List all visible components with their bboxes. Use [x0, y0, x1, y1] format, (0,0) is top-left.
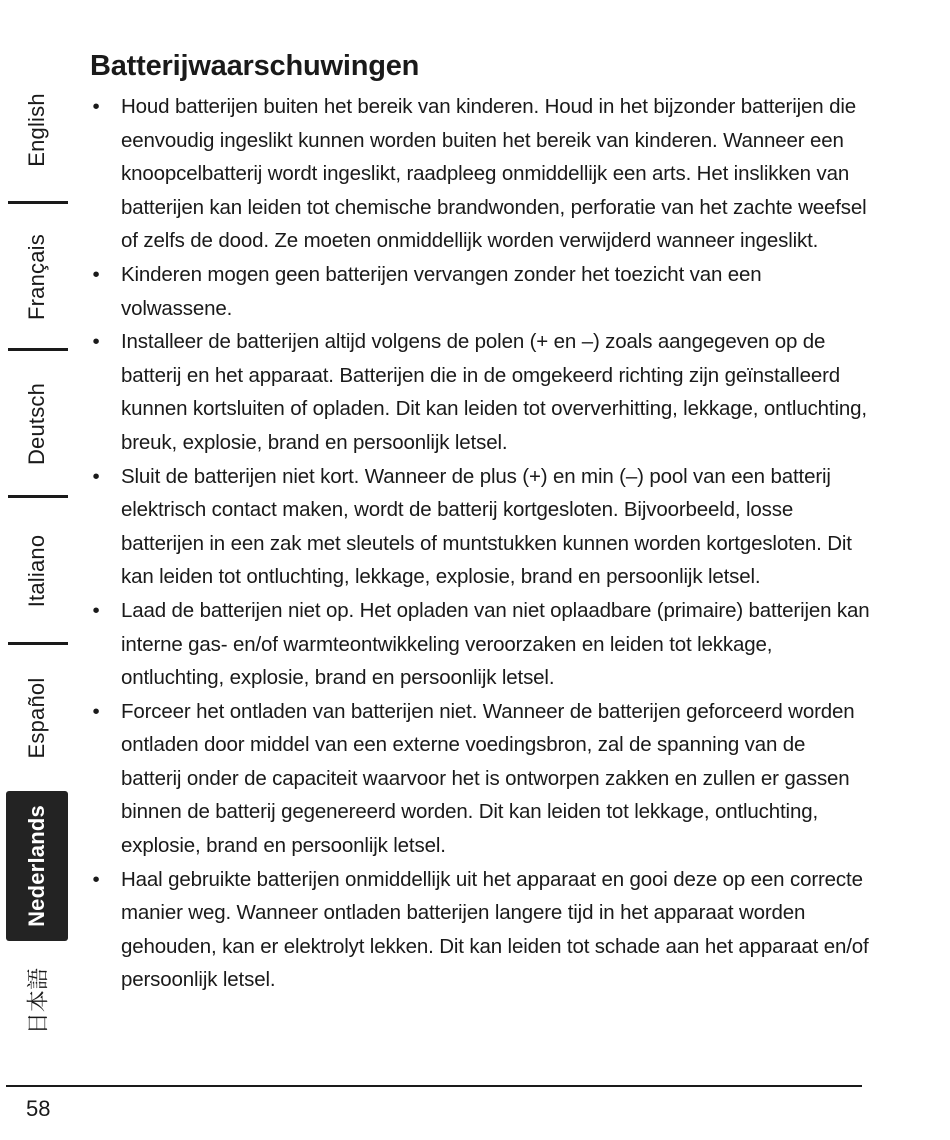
page-content: [90, 46, 870, 997]
list-item: [90, 863, 870, 997]
lang-tab-label: Español: [24, 677, 49, 758]
list-item: [90, 90, 870, 258]
page-title: Batterijwaarschuwingen: [90, 50, 420, 82]
warning-text: Kinderen mogen geen batterijen vervangen zonder het toezicht van een volwassene.: [121, 262, 762, 320]
bullet-icon: •: [92, 598, 100, 622]
language-tab-strip: [6, 62, 68, 1035]
lang-tab-english[interactable]: [6, 62, 68, 197]
warning-text: Laad de batterijen niet op. Het opladen van niet oplaadbare (primaire) batterijen kan interne gas- en/of warmteontwikkeling veroorzaken en leiden tot lekkage, ontluchting, explosie, brand en persoonlijk letsel.: [121, 598, 870, 690]
bullet-icon: •: [92, 867, 100, 891]
lang-divider: [8, 201, 68, 204]
lang-divider: [8, 495, 68, 498]
lang-divider: [8, 348, 68, 351]
bullet-icon: •: [92, 95, 100, 118]
lang-tab-label: Français: [24, 233, 49, 320]
lang-tab-label: Nederlands: [24, 805, 49, 927]
warning-text: Installeer de batterijen altijd volgens de polen (+ en –) zoals aangegeven op de batterij en het apparaat. Batterijen die in de omgekeerd richting zijn geïnstalleerd kunnen kortsluiten of opladen. Dit kan leiden tot oververhitting, lekkage, ontluchting, breuk, explosie, brand en persoonlijk letsel.: [121, 330, 867, 454]
footer-divider: [6, 1085, 862, 1087]
list-item: [90, 594, 870, 695]
warning-text: Houd batterijen buiten het bereik van kinderen. Houd in het bijzonder batterijen die eenvoudig ingeslikt kunnen worden buiten het bereik van kinderen. Wanneer een knoopcelbatterij wordt ingeslikt, raadpleeg onmiddellijk een arts. Het inslikken van batterijen kan leiden tot chemische brandwonden, perforatie van het zachte weefsel of zelfs de dood. Ze moeten onmiddellijk worden verwijderd wanneer ingeslikt.: [121, 95, 867, 253]
bullet-icon: •: [92, 262, 100, 286]
warning-text: Sluit de batterijen niet kort. Wanneer de plus (+) en min (–) pool van een batterij elektrisch contact maken, wordt de batterij kortgesloten. Bijvoorbeeld, losse batterijen in een zak met sleutels of muntstukken kunnen worden kortgesloten. Dit kan leiden tot ontluchting, lekkage, explosie, brand en persoonlijk letsel.: [121, 464, 852, 589]
lang-tab-espanol[interactable]: [6, 649, 68, 786]
lang-tab-japanese[interactable]: [6, 946, 68, 1056]
bullet-icon: •: [92, 330, 100, 354]
bullet-icon: •: [92, 699, 100, 723]
list-item: [90, 258, 870, 325]
list-item: [90, 325, 870, 459]
lang-tab-label: Italiano: [24, 534, 49, 607]
lang-tab-deutsch[interactable]: [6, 355, 68, 492]
lang-tab-nederlands[interactable]: [6, 791, 68, 941]
lang-tab-francais[interactable]: [6, 208, 68, 345]
warning-text: Forceer het ontladen van batterijen niet. Wanneer de batterijen geforceerd worden ontladen door middel van een externe voedingsbron, zal de spanning van de batterij onder de capaciteit waarvoor het is ontworpen zakken en zullen er gassen binnen de batterij gegenereerd worden. Dit kan leiden tot lekkage, ontluchting, explosie, brand en persoonlijk letsel.: [121, 699, 855, 858]
lang-tab-italiano[interactable]: [6, 502, 68, 639]
lang-tab-label: English: [24, 92, 49, 167]
list-item: [90, 460, 870, 594]
lang-tab-label: Deutsch: [24, 382, 49, 465]
lang-tab-label: 日本語: [25, 967, 51, 1035]
list-item: [90, 695, 870, 863]
bullet-icon: •: [92, 464, 100, 488]
lang-divider: [8, 642, 68, 645]
page-number: 58: [26, 1096, 51, 1121]
warning-text: Haal gebruikte batterijen onmiddellijk uit het apparaat en gooi deze op een correcte manier weg. Wanneer ontladen batterijen langere tijd in het apparaat worden gehouden, kan er elektrolyt lekken. Dit kan leiden tot schade aan het apparaat en/of persoonlijk letsel.: [121, 867, 869, 992]
battery-warning-list: [90, 90, 870, 997]
